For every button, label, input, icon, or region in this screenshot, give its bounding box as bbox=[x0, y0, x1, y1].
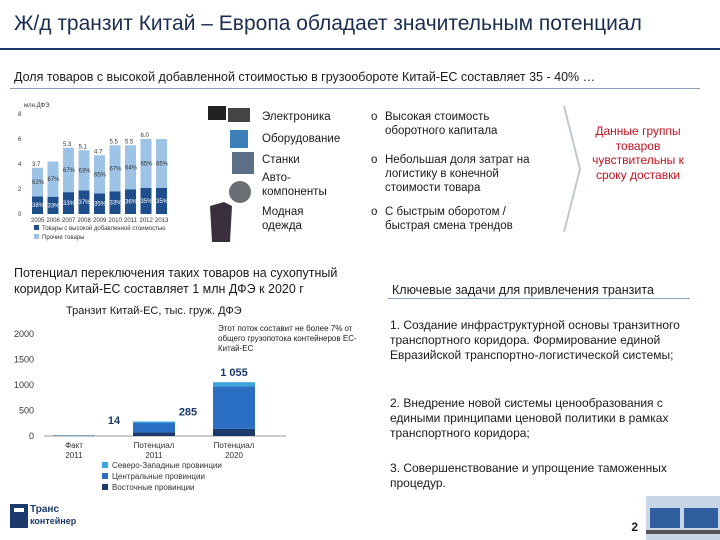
category-fashion: Модная одежда bbox=[262, 206, 304, 232]
share-chart-ytick: 8 bbox=[18, 112, 22, 118]
auto-parts-icon bbox=[229, 181, 251, 203]
share-chart-ylabel: млн.ДФЭ bbox=[24, 103, 50, 109]
share-total-label: 6.0 bbox=[140, 133, 149, 139]
category-equipment: Оборудование bbox=[262, 133, 341, 145]
equipment-icon bbox=[230, 130, 248, 148]
transit-bar-segment bbox=[133, 432, 175, 436]
share-label-high: 36% bbox=[125, 199, 138, 206]
transit-xtick: Потенциал bbox=[133, 441, 175, 450]
share-label-high: 37% bbox=[78, 200, 91, 207]
share-chart-ytick: 2 bbox=[18, 187, 22, 193]
share-label-high: 33% bbox=[109, 200, 122, 207]
product-images bbox=[180, 104, 260, 244]
share-label-other: 67% bbox=[109, 166, 122, 173]
logo-mark-icon bbox=[8, 502, 30, 530]
share-total-label: 5.3 bbox=[63, 141, 72, 148]
share-total-label: 5.5 bbox=[125, 139, 134, 146]
transit-chart-title: Транзит Китай-ЕС, тыс. груж. ДФЭ bbox=[66, 305, 242, 317]
chevron-separator bbox=[562, 104, 584, 234]
benefit-3: o С быстрым оборотом / быстрая смена трендов bbox=[371, 206, 513, 232]
share-legend-label: Товары с высокой добавленной стоимостью bbox=[42, 226, 166, 232]
share-label-high: 33% bbox=[63, 201, 76, 208]
share-label-other: 67% bbox=[63, 167, 76, 174]
slide-title: Ж/д транзит Китай – Европа обладает значительным потенциал bbox=[14, 12, 642, 35]
transit-annotation: Этот поток составит не более 7% от общего грузопотока контейнеров ЕС-Китай-ЕС bbox=[218, 324, 357, 353]
transit-xtick: Потенциал bbox=[213, 441, 255, 450]
share-label-other: 67% bbox=[47, 177, 60, 184]
share-label-high: 35% bbox=[156, 198, 169, 205]
transit-bar-segment bbox=[133, 423, 175, 432]
transit-ytick: 1000 bbox=[14, 380, 34, 390]
title-rule bbox=[0, 48, 720, 50]
share-xtick: 2005 bbox=[31, 218, 45, 224]
company-logo: Транс контейнер bbox=[8, 500, 78, 532]
share-label-other: 65% bbox=[156, 161, 169, 168]
category-electronics: Электроника bbox=[262, 111, 331, 123]
category-auto-parts: Авто- компоненты bbox=[262, 172, 327, 198]
share-label-other: 65% bbox=[140, 161, 153, 168]
share-label-high: 38% bbox=[32, 203, 45, 210]
transit-legend-swatch bbox=[102, 484, 108, 490]
share-total-label: 4.7 bbox=[94, 149, 103, 156]
share-xtick: 2007 bbox=[62, 218, 76, 224]
transit-bar-segment bbox=[213, 382, 255, 386]
transit-ytick: 0 bbox=[28, 431, 34, 441]
share-xtick: 2013 bbox=[155, 218, 169, 224]
share-xtick: 2012 bbox=[139, 218, 153, 224]
transit-xtick-year: 2011 bbox=[65, 451, 83, 460]
share-label-other: 65% bbox=[94, 172, 107, 179]
transit-ytick: 2000 bbox=[14, 329, 34, 339]
task-3: 3. Совершенствование и упрощение таможенных процедур. bbox=[390, 461, 667, 490]
transit-bar-segment bbox=[213, 429, 255, 436]
transit-legend-label: Восточные провинции bbox=[112, 483, 195, 492]
share-label-high: 33% bbox=[47, 203, 60, 210]
electronics-icon bbox=[208, 106, 226, 120]
benefit-1: o Высокая стоимость оборотного капитала bbox=[371, 111, 498, 137]
transit-legend-swatch bbox=[102, 462, 108, 468]
transit-ytick: 500 bbox=[18, 405, 34, 416]
share-label-other: 63% bbox=[78, 168, 91, 175]
share-label-high: 35% bbox=[140, 198, 153, 205]
share-chart-ytick: 0 bbox=[18, 212, 22, 218]
transit-legend-label: Северо-Западные провинции bbox=[112, 461, 222, 470]
transit-total-label: 1 055 bbox=[220, 367, 248, 380]
machine-tool-icon bbox=[232, 152, 254, 174]
left-heading: Потенциал переключения таких товаров на сухопутный коридор Китай-ЕС составляет 1 млн ДФЭ к 2020 г bbox=[14, 266, 338, 296]
transit-xtick: Факт bbox=[65, 441, 83, 450]
benefit-2: o Небольшая доля затрат на логистику в конечной стоимости товара bbox=[371, 154, 530, 194]
share-chart bbox=[14, 96, 174, 248]
share-legend-label: Прочие товары bbox=[42, 235, 85, 241]
transit-bar-segment bbox=[133, 421, 175, 423]
share-chart-ytick: 6 bbox=[18, 137, 22, 143]
share-legend-swatch bbox=[34, 234, 39, 239]
slide-subtitle: Доля товаров с высокой добавленной стоимостью в грузообороте Китай-ЕС составляет 35 - 40% … bbox=[14, 70, 596, 84]
transit-bar-segment bbox=[213, 386, 255, 429]
page-number: 2 bbox=[631, 520, 638, 534]
share-xtick: 2010 bbox=[108, 218, 122, 224]
right-heading: Ключевые задачи для привлечения транзита bbox=[392, 283, 654, 297]
share-total-label: 3.7 bbox=[32, 161, 41, 168]
share-xtick: 2011 bbox=[124, 218, 137, 224]
right-rule bbox=[388, 298, 690, 299]
transit-xtick-year: 2011 bbox=[145, 451, 163, 460]
share-label-high: 35% bbox=[94, 201, 107, 208]
transit-total-label: 14 bbox=[107, 415, 121, 427]
sensitivity-note: Данные группы товаров чувствительны к сроку доставки bbox=[592, 124, 684, 182]
fashion-icon bbox=[210, 202, 232, 242]
transit-ytick: 1500 bbox=[14, 354, 34, 365]
transit-total-label: 285 bbox=[178, 406, 198, 419]
train-image bbox=[646, 496, 720, 540]
task-1: 1. Создание инфраструктурной основы транзитного транспортного коридора. Формирование единой Евразийской транспортно-логистической системы; bbox=[390, 318, 680, 362]
category-machine-tools: Станки bbox=[262, 154, 300, 166]
share-label-other: 64% bbox=[125, 165, 138, 172]
share-total-label: 5.1 bbox=[78, 144, 87, 151]
share-label-other: 62% bbox=[32, 180, 45, 187]
share-total-label: 5.5 bbox=[109, 139, 118, 146]
electronics-icon-2 bbox=[228, 108, 250, 122]
share-chart-ytick: 4 bbox=[18, 162, 22, 168]
transit-legend-swatch bbox=[102, 473, 108, 479]
subtitle-rule bbox=[10, 88, 700, 89]
task-2: 2. Внедрение новой системы ценообразования с едиными принципами ценовой политики в рамках транспортного коридора; bbox=[390, 396, 669, 440]
share-xtick: 2006 bbox=[46, 218, 60, 224]
transit-legend-label: Центральные провинции bbox=[112, 472, 205, 481]
share-xtick: 2008 bbox=[77, 218, 91, 224]
transit-xtick-year: 2020 bbox=[225, 451, 243, 460]
share-xtick: 2009 bbox=[93, 218, 107, 224]
share-legend-swatch bbox=[34, 225, 39, 230]
